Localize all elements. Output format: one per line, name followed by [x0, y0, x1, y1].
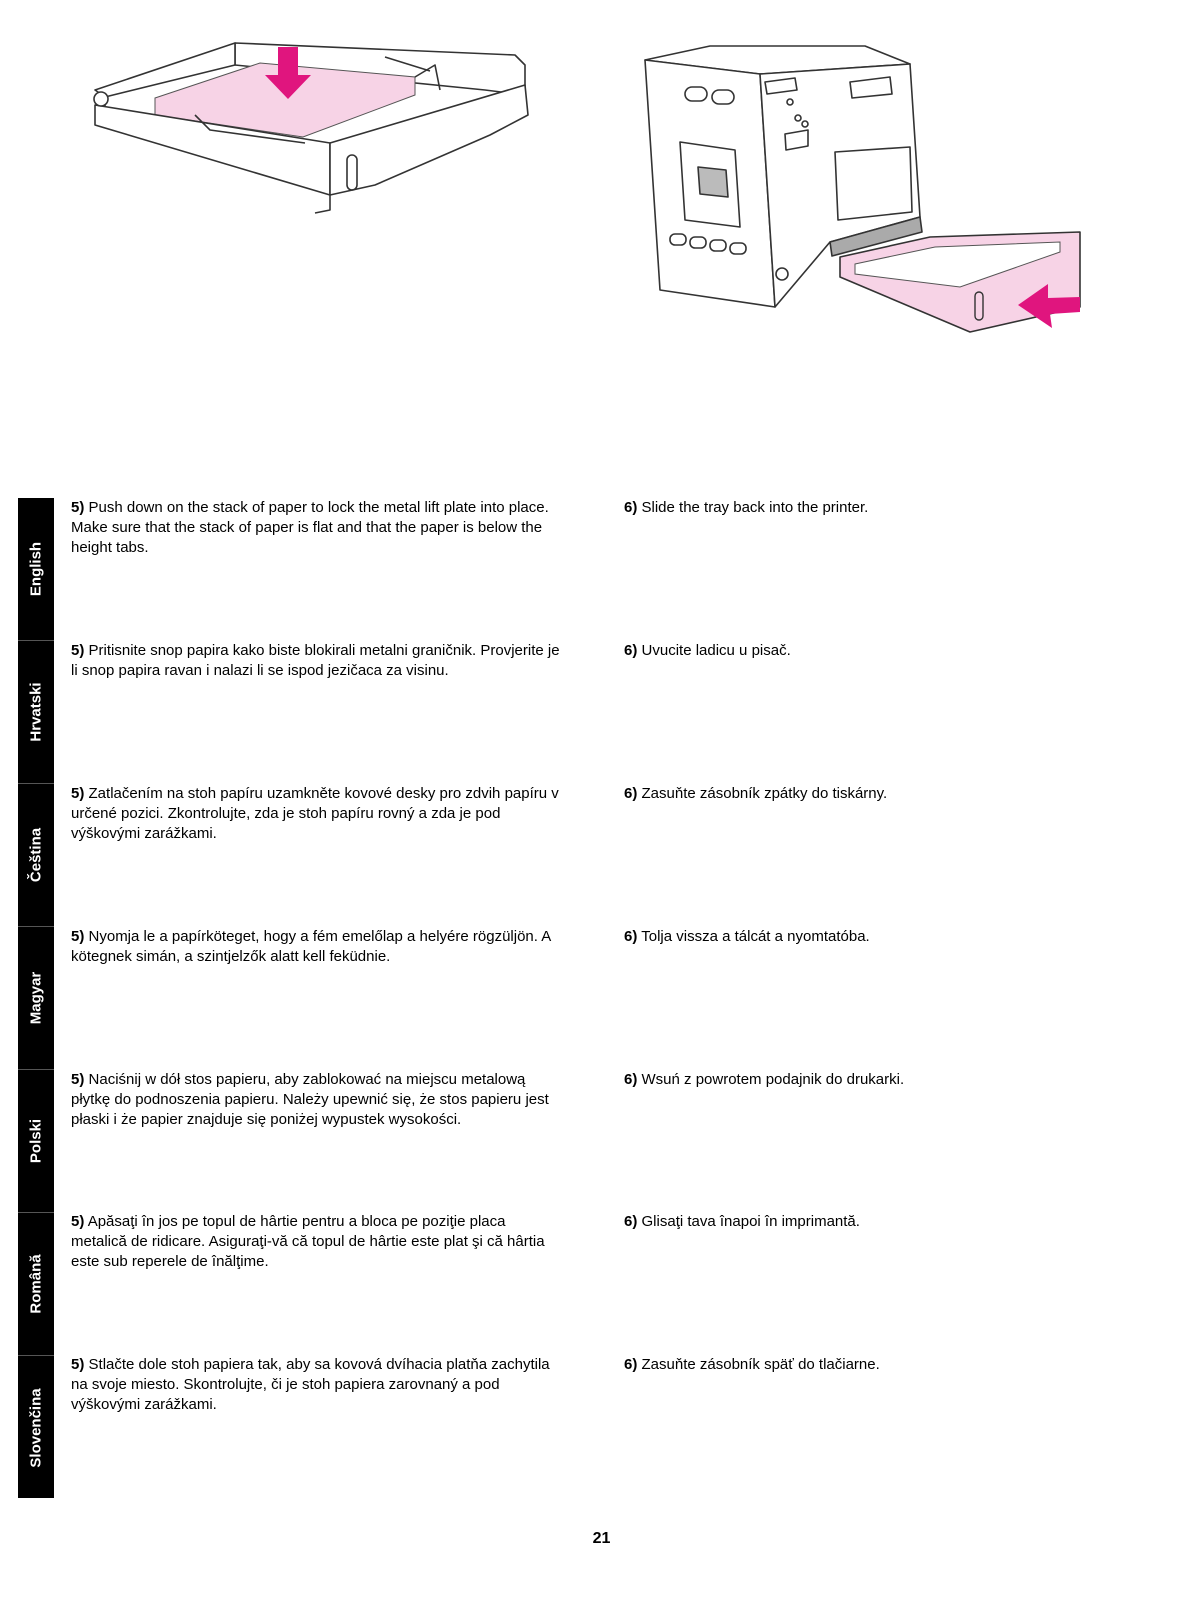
step-5-text: 5) Naciśnij w dół stos papieru, aby zablokować na miejscu metalową płytkę do podnoszenia papieru. Należy upewnić się, że stos papieru jest płaski i że papier znajduje się poniżej wypustek wysokości.	[71, 1071, 549, 1128]
lang-label: Slovenčina	[27, 1387, 45, 1468]
step-6-text: 6) Tolja vissza a tálcát a nyomtatóba.	[624, 928, 870, 945]
lang-label: Hrvatski	[27, 682, 45, 742]
step-5-text: 5) Nyomja le a papírköteget, hogy a fém emelőlap a helyére rögzüljön. A kötegnek simán, a szintjelzők alatt kell feküdnie.	[71, 928, 551, 965]
lang-label: English	[27, 541, 45, 597]
section-hrvatski	[0, 641, 1203, 784]
step-5-text: 5) Zatlačením na stoh papíru uzamkněte kovové desky pro zdvih papíru v určené pozici. Zkontrolujte, zda je stoh papíru rovný a zda je pod výškovými zarážkami.	[71, 785, 559, 842]
tray-paper-push-down-illustration	[85, 35, 545, 225]
step-6-text: 6) Wsuń z powrotem podajnik do drukarki.	[624, 1071, 905, 1088]
section-english	[0, 498, 1203, 641]
printer-tray-insert-illustration	[640, 42, 1090, 342]
step-5-text: 5) Stlačte dole stoh papiera tak, aby sa kovová dvíhacia platňa zachytila na svoje miesto. Skontrolujte, či je stoh papiera zarovnaný a pod výškovými zarážkami.	[71, 1356, 550, 1413]
step-6-text: 6) Slide the tray back into the printer.	[624, 499, 869, 516]
page-number: 21	[592, 1530, 611, 1547]
step-6-text: 6) Zasuňte zásobník zpátky do tiskárny.	[624, 785, 888, 802]
step-6-text: 6) Uvucite ladicu u pisač.	[624, 642, 791, 659]
lang-label: Magyar	[27, 971, 45, 1025]
lang-label: Polski	[27, 1118, 45, 1164]
step-5-text: 5) Push down on the stack of paper to lock the metal lift plate into place. Make sure that the stack of paper is flat and that the paper is below the height tabs.	[71, 499, 549, 556]
lang-label: Čeština	[27, 827, 45, 883]
lang-label: Română	[27, 1254, 45, 1314]
section-slovencina	[0, 1355, 1203, 1498]
section-romana	[0, 1212, 1203, 1355]
section-cestina	[0, 784, 1203, 927]
step-5-text: 5) Pritisnite snop papira kako biste blokirali metalni graničnik. Provjerite je li snop papira ravan i nalazi li se ispod jezičaca za visinu.	[71, 642, 560, 679]
step-6-text: 6) Zasuňte zásobník späť do tlačiarne.	[624, 1356, 880, 1373]
step-6-text: 6) Glisaţi tava înapoi în imprimantă.	[624, 1213, 860, 1230]
section-magyar	[0, 927, 1203, 1070]
section-polski	[0, 1070, 1203, 1213]
step-5-text: 5) Apăsaţi în jos pe topul de hârtie pentru a bloca pe poziţie placa metalică de ridicare. Asiguraţi-vă că topul de hârtie este plat şi că hârtia este sub reperele de înălţime.	[71, 1213, 545, 1270]
